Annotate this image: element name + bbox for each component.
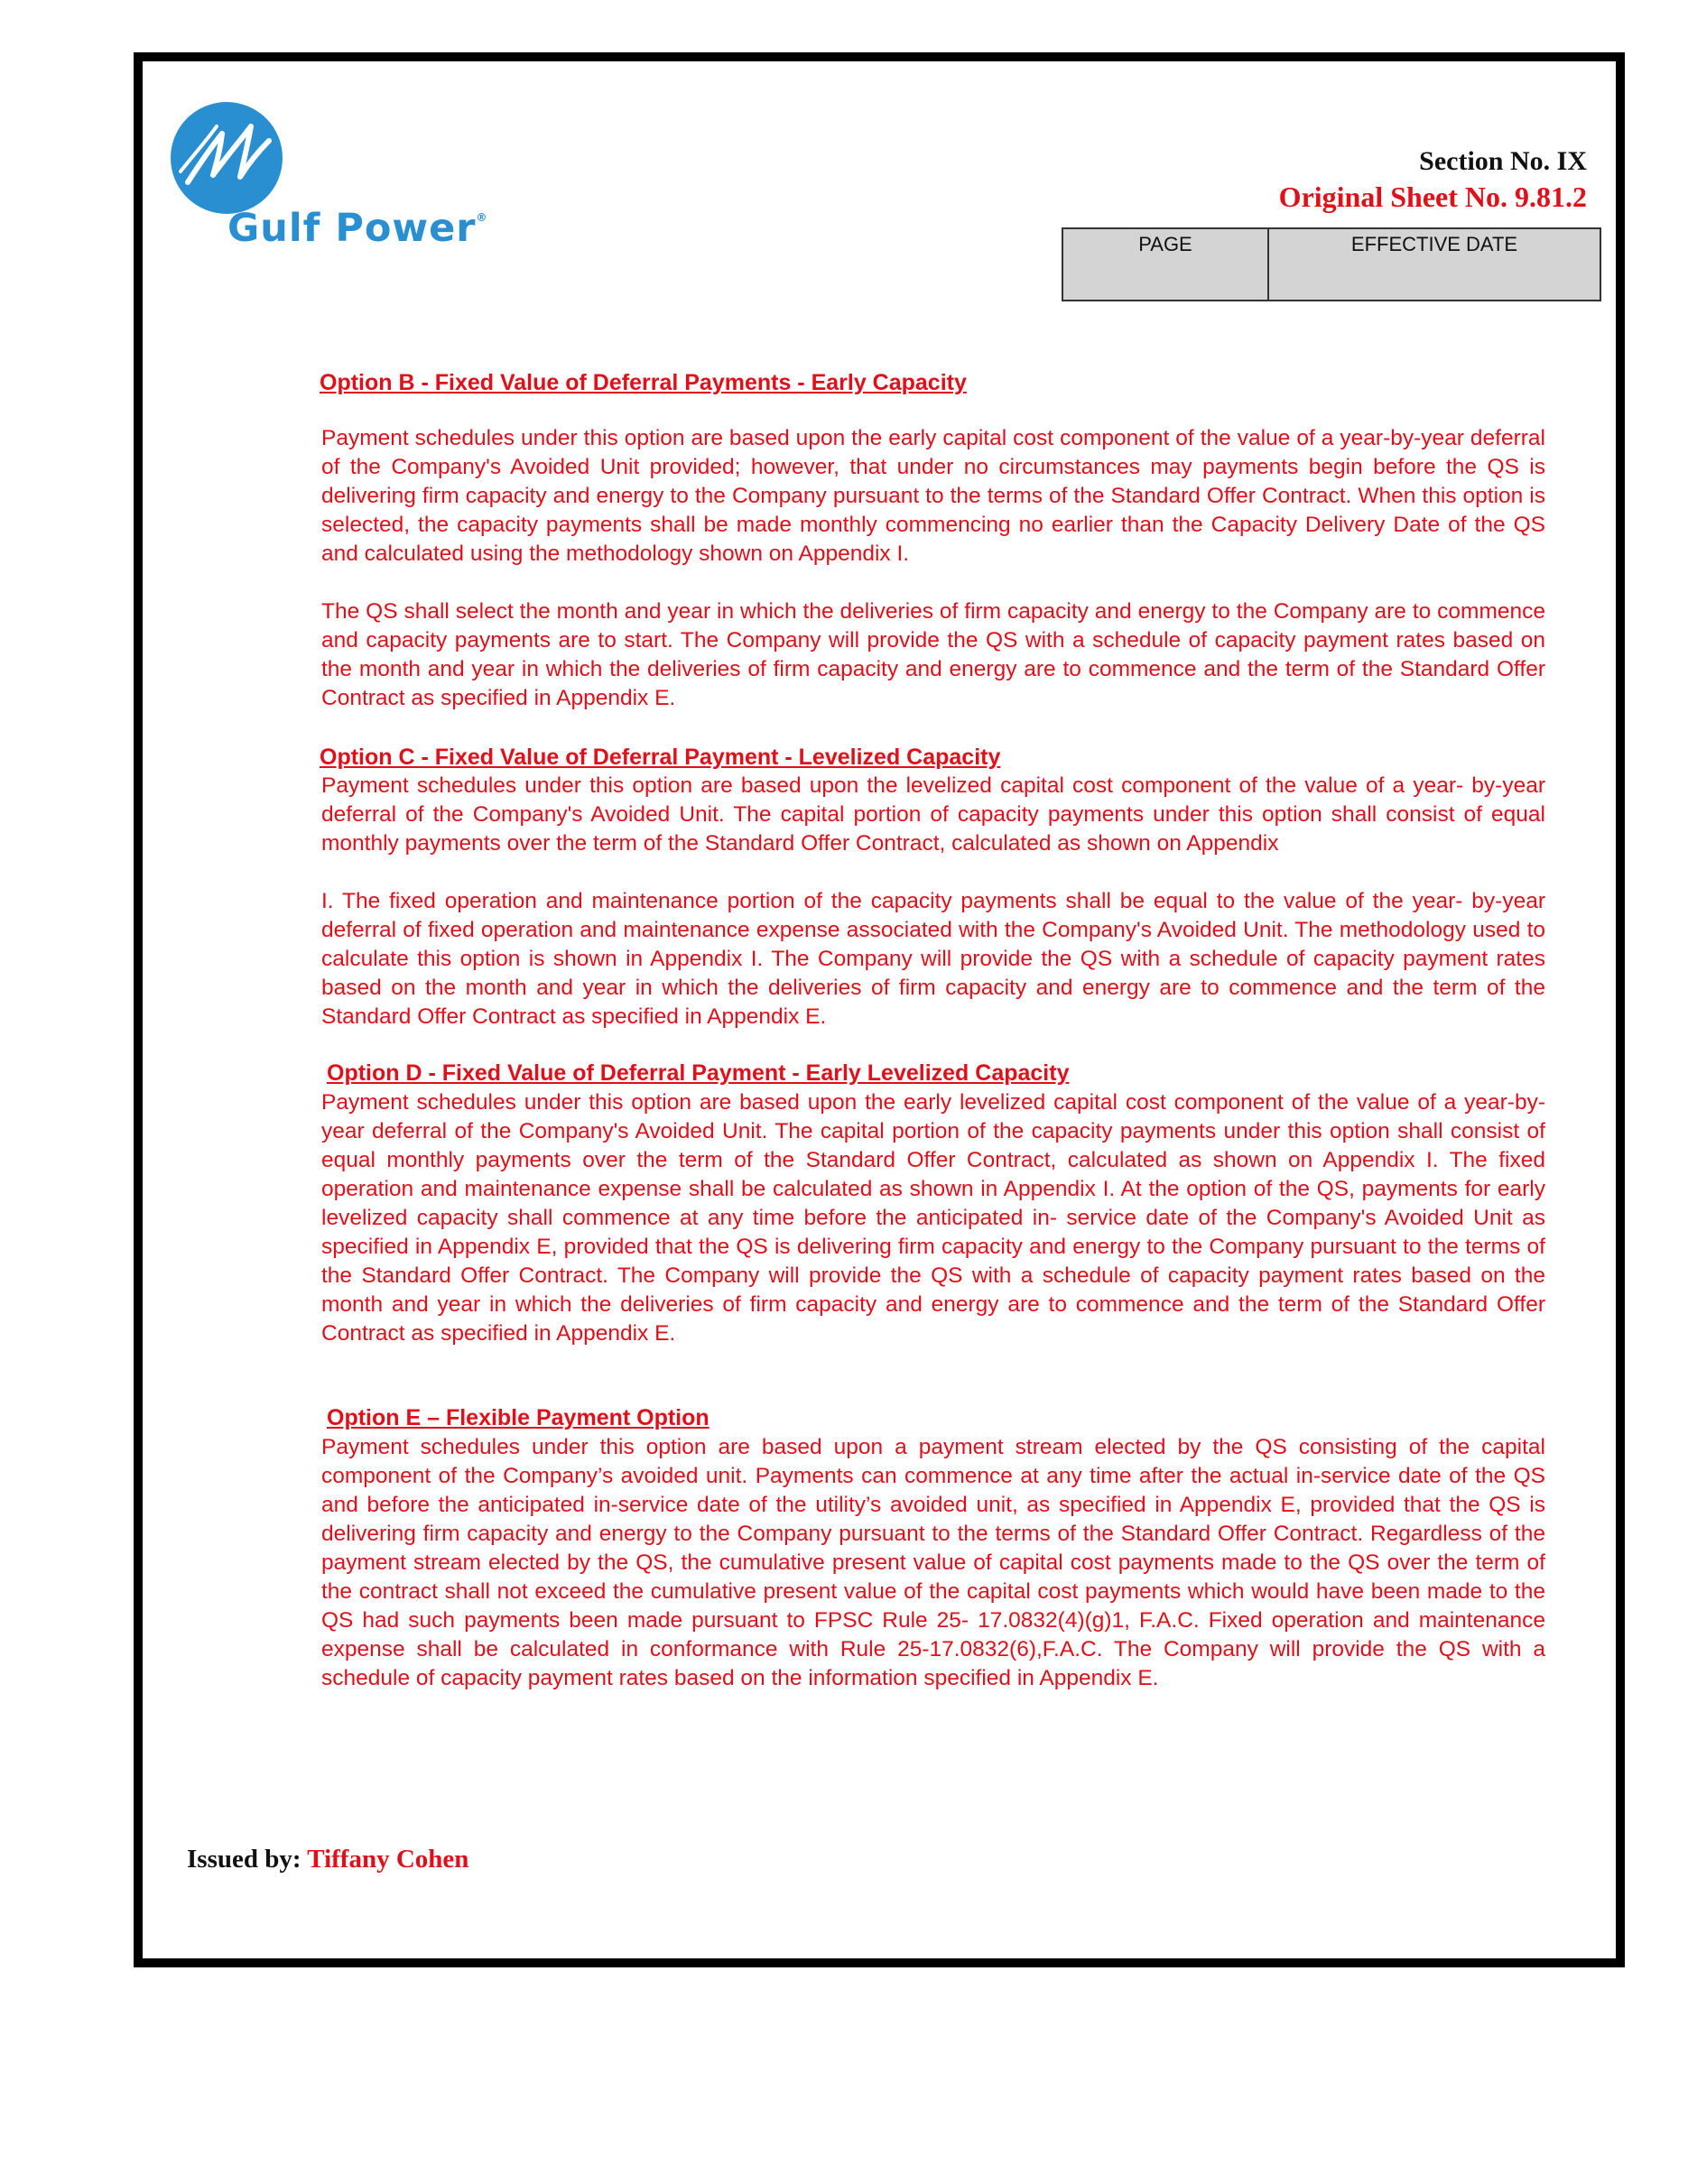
option-b-paragraph-1: Payment schedules under this option are based upon the early capital cost component of the value of a year-by-year deferral of the Company's Avoided Unit provided; however, that under no circumstances may payments begin before the QS is delivering firm capacity and energy to the Company pursuant to the terms of the Standard Offer Contract. When this option is selected, the capacity payments shall be made monthly commencing no earlier than the Capacity Delivery Date of the QS and calculated using the methodology shown on Appendix I. (321, 426, 1545, 566)
option-e-heading: Option E – Flexible Payment Option (327, 1405, 710, 1430)
option-b-paragraph-2: The QS shall select the month and year in which the deliveries of firm capacity and energy to the Company are to commence and capacity payments are to start. The Company will provide the QS with a schedule of capacity payment rates based on the month and year in which the deliveries of firm capacity and energy are to commence and the term of the Standard Offer Contract as specified in Appendix E. (321, 599, 1545, 710)
option-e-paragraph: Payment schedules under this option are based upon a payment stream elected by the QS consisting of the capital component of the Company’s avoided unit. Payments can commence at any time after the actual in-service date of the QS and before the anticipated in-service date of the utility’s avoided unit, as specified in Appendix E, provided that the QS is delivering firm capacity and energy to the Company pursuant to the terms of the Standard Offer Contract. Regardless of the payment stream elected by the QS, the cumulative present value of capital cost payments made to the QS over the term of the contract shall not exceed the cumulative present value of the capital cost payments which would have been made to the QS had such payments been made pursuant to FPSC Rule 25- 17.0832(4)(g)1, F.A.C. Fixed operation and maintenance expense shall be calculated in conformance with Rule 25-17.0832(6),F.A.C. The Company will provide the QS with a schedule of capacity payment rates based on the information specified in Appendix E. (321, 1435, 1545, 1690)
issued-by-label: Issued by: (187, 1845, 301, 1874)
option-c-paragraph-1: Payment schedules under this option are based upon the levelized capital cost component of the value of a year- by-year deferral of the Company's Avoided Unit. The capital portion of capacity payments under this option shall consist of equal monthly payments over the term of the Standard Offer Contract, calculated as shown on Appendix (321, 773, 1545, 856)
section-number: Section No. IX (1419, 146, 1587, 176)
gulf-power-logo-icon (168, 99, 285, 217)
option-b-heading: Option B - Fixed Value of Deferral Payments - Early Capacity (320, 370, 967, 395)
option-c-paragraph-2: I. The fixed operation and maintenance portion of the capacity payments shall be equal to the value of the year- by-year deferral of fixed operation and maintenance expense associated with the Company's Avoided Unit. The methodology used to calculate this option is shown in Appendix I. The Company will provide the QS with a schedule of capacity payment rates based on the month and year in which the deliveries of firm capacity and energy are to commence and the term of the Standard Offer Contract as specified in Appendix E. (321, 889, 1545, 1029)
issuer-name: Tiffany Cohen (307, 1845, 469, 1874)
page-column-header: PAGE (1062, 228, 1268, 301)
option-d-paragraph: Payment schedules under this option are based upon the early levelized capital cost component of the value of a year-by-year deferral of the Company's Avoided Unit. The capital portion of the capacity payments under this option shall consist of equal monthly payments over the term of the Standard Offer Contract, calculated as shown on Appendix I. The fixed operation and maintenance expense shall be calculated as shown in Appendix I. At the option of the QS, payments for early levelized capacity shall commence at any time before the anticipated in- service date of the Company's Avoided Unit as specified in Appendix E, provided that the QS is delivering firm capacity and energy to the Company pursuant to the terms of the Standard Offer Contract. The Company will provide the QS with a schedule of capacity payment rates based on the month and year in which the deliveries of firm capacity and energy are to commence and the term of the Standard Offer Contract as specified in Appendix E. (321, 1090, 1545, 1346)
gulf-power-logo (168, 99, 547, 262)
page-effective-date-table (1062, 227, 1601, 301)
logo-wordmark: Gulf Power® (227, 206, 488, 251)
option-c-heading: Option C - Fixed Value of Deferral Payment - Levelized Capacity (320, 745, 1001, 770)
effective-date-column-header: EFFECTIVE DATE (1268, 228, 1600, 301)
issued-by (187, 1845, 468, 1874)
sheet-number: Original Sheet No. 9.81.2 (1278, 180, 1587, 213)
option-d-heading: Option D - Fixed Value of Deferral Payment - Early Levelized Capacity (327, 1060, 1070, 1086)
